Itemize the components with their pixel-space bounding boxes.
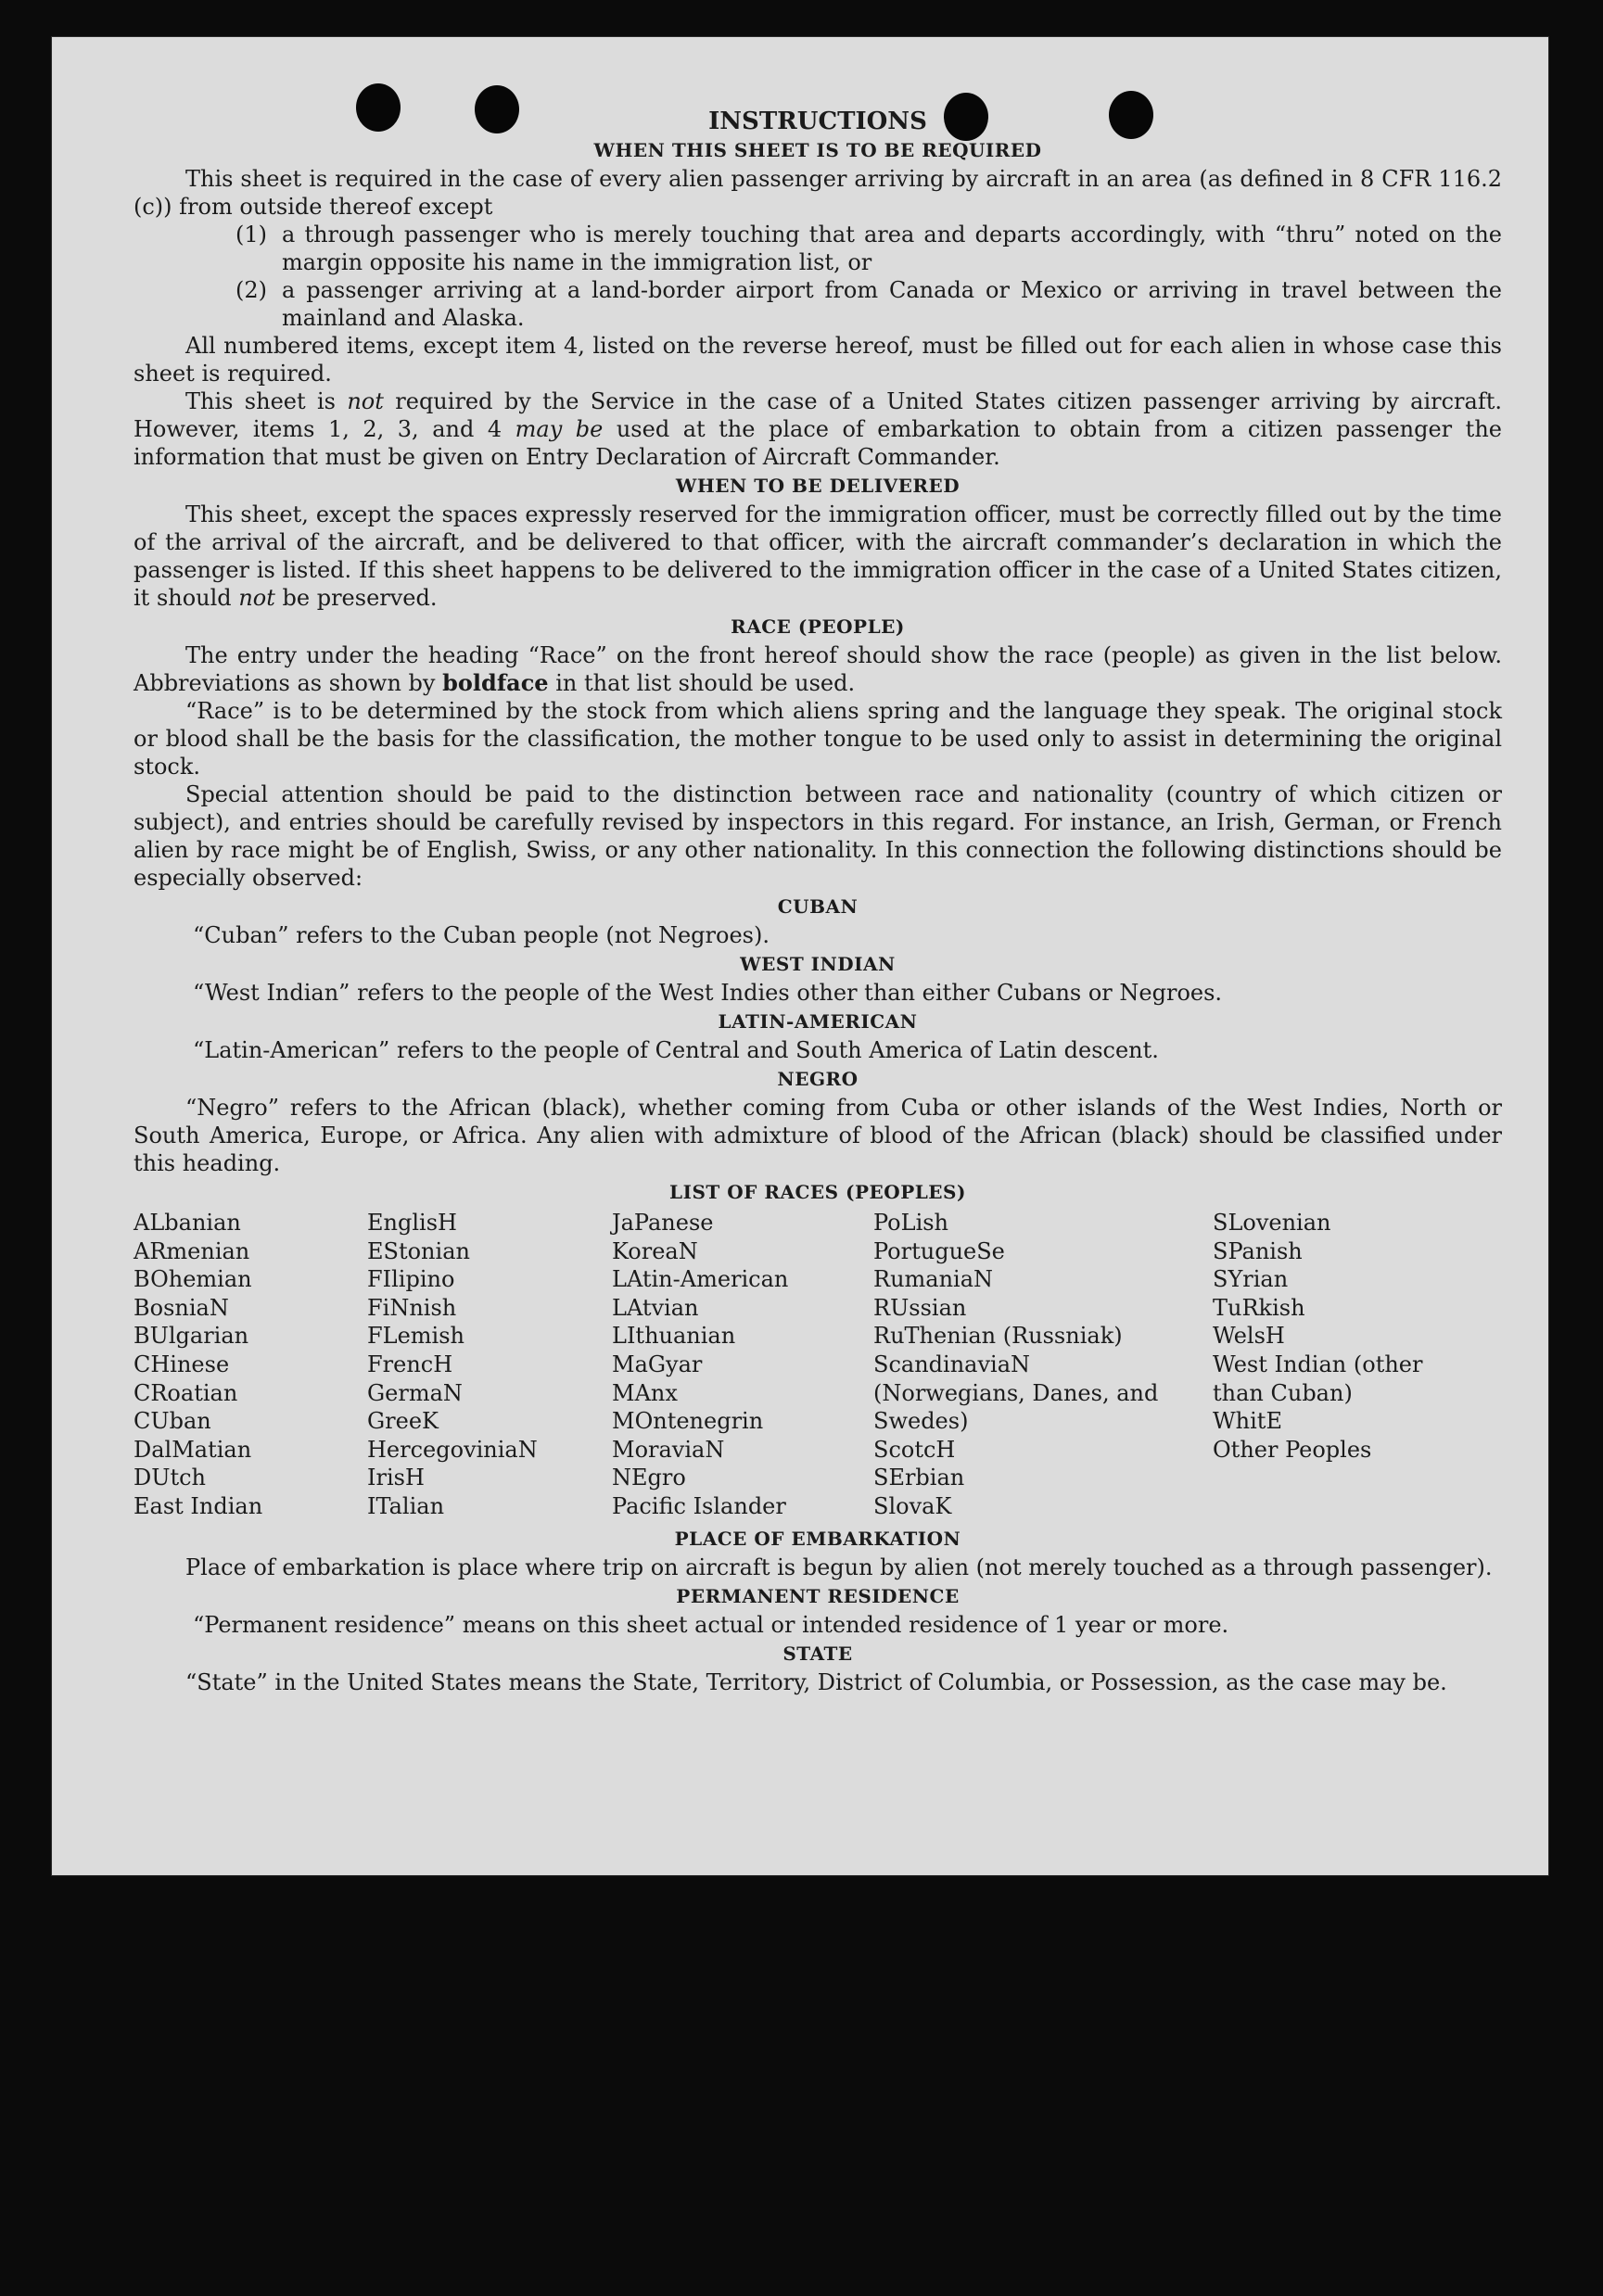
required-intro: This sheet is required in the case of every alien passenger arriving by aircraft in an area (as defined in 8 CFR 116.2 (c)) from outside thereof except (134, 166, 1502, 220)
race-entry: NEgro (612, 1465, 686, 1491)
definition-negro: “Negro” refers to the African (black), whether coming from Cuba or other islands of the West Indies, North or South America, Europe, or Africa. Any alien with admixture of blood of the African (black) should be classified under this heading. (134, 1095, 1502, 1176)
race-entry: ScotcH (873, 1436, 956, 1463)
race-entry: BosniaN (134, 1294, 229, 1321)
race-entry: RUssian (873, 1294, 967, 1321)
race-entry: FrencH (367, 1351, 453, 1377)
race-entry: SLovenian (1213, 1210, 1331, 1236)
numbered-items-note: All numbered items, except item 4, listed on the reverse hereof, must be filled out for each alien in whose case this sheet is required. (134, 333, 1502, 387)
race-entry: West Indian (other than Cuban) (1213, 1351, 1423, 1406)
definition-permanent-residence: “Permanent residence” means on this sheet actual or intended residence of 1 year or more. (193, 1612, 1229, 1638)
race-entry: MOntenegrin (612, 1408, 764, 1435)
race-entry: TuRkish (1213, 1294, 1305, 1321)
section-heading-negro: NEGRO (777, 1068, 859, 1090)
race-entry: ScandinaviaN (Norwegians, Danes, and Swedes) (873, 1351, 1159, 1435)
race-entry: East Indian (134, 1492, 263, 1519)
race-entry: RuThenian (Russniak) (873, 1323, 1123, 1350)
race-entry: SYrian (1213, 1266, 1289, 1293)
definition-state: “State” in the United States means the State, Territory, District of Columbia, or Possession, as the case may be. (185, 1669, 1447, 1695)
instruction-sheet (52, 37, 1548, 1875)
race-entry: LIthuanian (612, 1323, 736, 1350)
section-heading-latin-american: LATIN-AMERICAN (718, 1010, 918, 1033)
section-heading-west-indian: WEST INDIAN (740, 953, 896, 975)
race-paragraph: The entry under the heading “Race” on the front hereof should show the race (people) as given in the list below. Abbreviations as shown by boldface in that list should be used. (134, 642, 1502, 696)
race-entry: CRoatian (134, 1379, 238, 1406)
race-entry: IrisH (367, 1465, 425, 1491)
citizen-note: This sheet is not required by the Service in the case of a United States citizen passenger arriving by aircraft. However, items 1, 2, 3, and 4 may be used at the place of embarkation to obtain from a citizen passenger the information that must be given on Entry Declaration of Aircraft Commander. (134, 388, 1502, 470)
race-entry: GreeK (367, 1408, 439, 1435)
race-entry: BUlgarian (134, 1323, 249, 1350)
race-entry: FLemish (367, 1323, 464, 1350)
race-entry: ITalian (367, 1492, 445, 1519)
race-entry: WhitE (1213, 1408, 1282, 1435)
race-entry: MAnx (612, 1379, 678, 1406)
race-entry: SlovaK (873, 1492, 952, 1519)
section-heading-race: RACE (PEOPLE) (731, 615, 905, 638)
race-entry: FiNnish (367, 1294, 457, 1321)
instructions-content (134, 108, 1502, 1696)
race-entry: RumaniaN (873, 1266, 994, 1293)
exception-item (235, 221, 1502, 276)
races-column (612, 1209, 788, 1521)
exception-text: a through passenger who is merely touching that area and departs accordingly, with “thru” noted on the margin opposite his name in the immigration list, or (282, 222, 1502, 275)
race-entry: EStonian (367, 1237, 470, 1264)
race-entry: WelsH (1213, 1323, 1285, 1350)
race-entry: LAtvian (612, 1294, 699, 1321)
races-column (134, 1209, 262, 1521)
race-entry: EnglisH (367, 1210, 457, 1236)
race-entry: LAtin-American (612, 1266, 789, 1293)
section-heading-cuban: CUBAN (777, 895, 859, 918)
race-entry: HercegoviniaN (367, 1436, 538, 1463)
section-heading-permanent-residence: PERMANENT RESIDENCE (676, 1585, 960, 1607)
race-entry: CHinese (134, 1351, 230, 1377)
section-heading-when-delivered: WHEN TO BE DELIVERED (675, 475, 961, 497)
definition-place-of-embarkation: Place of embarkation is place where trip on aircraft is begun by alien (not merely touched as a through passenger). (185, 1554, 1493, 1580)
race-entry: PortugueSe (873, 1237, 1005, 1264)
race-entry: PoLish (873, 1210, 949, 1236)
exception-text: a passenger arriving at a land-border airport from Canada or Mexico or arriving in travel between the mainland and Alaska. (282, 277, 1502, 331)
race-paragraph: Special attention should be paid to the distinction between race and nationality (country of which citizen or subject), and entries should be carefully revised by inspectors in this regard. For instance, an Irish, German, or French alien by race might be of English, Swiss, or any other nationality. In this connection the following distinctions should be especially observed: (134, 781, 1502, 891)
exception-number: (2) (235, 277, 267, 303)
race-entry: SErbian (873, 1465, 965, 1491)
race-entry: ALbanian (134, 1210, 241, 1236)
race-entry: ARmenian (134, 1237, 250, 1264)
section-heading-when-required: WHEN THIS SHEET IS TO BE REQUIRED (593, 139, 1042, 161)
definition-cuban: “Cuban” refers to the Cuban people (not Negroes). (193, 922, 770, 948)
race-entry: KoreaN (612, 1237, 698, 1264)
definition-latin-american: “Latin-American” refers to the people of Central and South America of Latin descent. (193, 1037, 1159, 1063)
section-heading-list-of-races: LIST OF RACES (PEOPLES) (669, 1181, 966, 1203)
page-title: INSTRUCTIONS (708, 108, 927, 135)
race-paragraph: “Race” is to be determined by the stock from which aliens spring and the language they speak. The original stock or blood shall be the basis for the classification, the mother tongue to be used only to assist in determining the original stock. (134, 698, 1502, 780)
races-list (134, 1209, 1502, 1524)
race-entry: MoraviaN (612, 1436, 725, 1463)
race-entry: FIlipino (367, 1266, 455, 1293)
section-heading-place-of-embarkation: PLACE OF EMBARKATION (674, 1528, 961, 1550)
race-entry: Other Peoples (1213, 1436, 1372, 1463)
definition-west-indian: “West Indian” refers to the people of the West Indies other than either Cubans or Negroes. (193, 980, 1223, 1006)
race-entry: SPanish (1213, 1237, 1303, 1264)
exception-number: (1) (235, 222, 267, 247)
race-entry: DalMatian (134, 1436, 252, 1463)
delivery-text: This sheet, except the spaces expressly reserved for the immigration officer, must be correctly filled out by the time of the arrival of the aircraft, and be delivered to that officer, with the aircraft commander’s declaration in which the passenger is listed. If this sheet happens to be delivered to the immigration officer in the case of a United States citizen, it should not be preserved. (134, 501, 1502, 611)
exception-item (235, 276, 1502, 332)
race-entry: JaPanese (612, 1210, 714, 1236)
race-entry: BOhemian (134, 1266, 252, 1293)
race-entry: GermaN (367, 1379, 463, 1406)
race-entry: Pacific Islander (612, 1492, 786, 1519)
races-column (1213, 1209, 1463, 1464)
race-entry: DUtch (134, 1465, 207, 1491)
section-heading-state: STATE (782, 1643, 853, 1665)
race-entry: MaGyar (612, 1351, 703, 1377)
races-column (873, 1209, 1161, 1521)
race-entry: CUban (134, 1408, 211, 1435)
races-column (367, 1209, 538, 1521)
